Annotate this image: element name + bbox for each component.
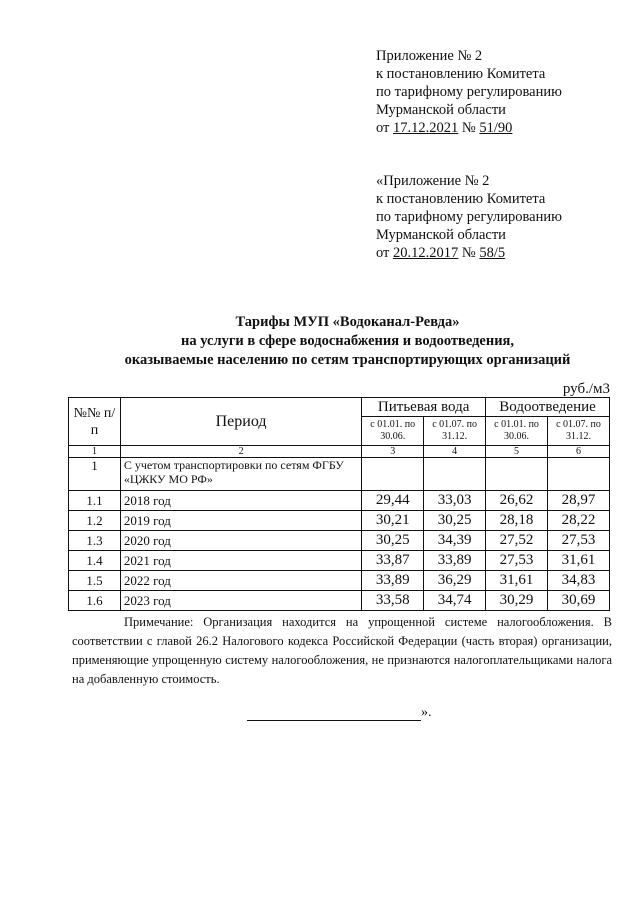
resolution-date: 20.12.2017: [393, 245, 459, 261]
row-number: 1.1: [69, 491, 121, 511]
column-index: 5: [486, 446, 548, 458]
appendix-line: Мурманской области: [376, 227, 506, 243]
row-period: 2020 год: [120, 531, 361, 551]
row-period: 2021 год: [120, 551, 361, 571]
sewer-h1-value: 31,61: [486, 571, 548, 591]
empty-cell: [362, 458, 424, 491]
column-index: 4: [424, 446, 486, 458]
table-row: [69, 531, 610, 551]
row-number: 1.3: [69, 531, 121, 551]
column-header-number: №№ п/п: [69, 398, 121, 446]
sewer-h1-value: 26,62: [486, 491, 548, 511]
water-h2-value: 34,74: [424, 591, 486, 611]
table-row: [69, 491, 610, 511]
water-h2-value: 30,25: [424, 511, 486, 531]
column-group-sewerage: Водоотведение: [486, 398, 610, 417]
date-prefix: от: [376, 245, 394, 261]
empty-cell: [486, 458, 548, 491]
tariff-table: [68, 397, 610, 611]
row-number: 1: [69, 458, 121, 491]
resolution-number: 51/90: [479, 120, 513, 136]
row-period: 2018 год: [120, 491, 361, 511]
title-line: на услуги в сфере водоснабжения и водоотведения,: [180, 333, 515, 349]
column-index: 2: [120, 446, 361, 458]
title-line: оказываемые населению по сетям транспортирующих организаций: [124, 352, 571, 368]
appendix-line: к постановлению Комитета: [376, 66, 546, 82]
column-index-row: [69, 446, 610, 458]
sewer-h1-value: 27,53: [486, 551, 548, 571]
resolution-number: 58/5: [479, 245, 506, 261]
appendix-reference-new: [376, 47, 562, 137]
note-block: [72, 613, 612, 689]
water-h2-value: 34,39: [424, 531, 486, 551]
column-index: 1: [69, 446, 121, 458]
sewer-h1-value: 28,18: [486, 511, 548, 531]
table-row: [69, 571, 610, 591]
water-h1-value: 29,44: [362, 491, 424, 511]
appendix-line: по тарифному регулированию: [376, 209, 562, 225]
appendix-line: «Приложение № 2: [376, 173, 490, 189]
sewer-h2-value: 27,53: [548, 531, 610, 551]
row-number: 1.5: [69, 571, 121, 591]
appendix-line: Мурманской области: [376, 102, 506, 118]
subheader-first-half: с 01.01. по 30.06.: [362, 417, 424, 446]
appendix-date-line: [376, 119, 562, 137]
sewer-h1-value: 27,52: [486, 531, 548, 551]
empty-cell: [548, 458, 610, 491]
water-h1-value: 30,25: [362, 531, 424, 551]
section-label: С учетом транспортировки по сетям ФГБУ «ЦЖКУ МО РФ»: [120, 458, 361, 491]
water-h2-value: 33,89: [424, 551, 486, 571]
row-number: 1.2: [69, 511, 121, 531]
water-h2-value: 33,03: [424, 491, 486, 511]
sewer-h2-value: 31,61: [548, 551, 610, 571]
water-h1-value: 33,58: [362, 591, 424, 611]
unit-label: руб./м3: [562, 381, 610, 397]
date-prefix: от: [376, 120, 394, 136]
water-h1-value: 30,21: [362, 511, 424, 531]
closing-line: [247, 705, 432, 721]
document-title: [60, 313, 635, 370]
column-index: 3: [362, 446, 424, 458]
title-line: Тарифы МУП «Водоканал-Ревда»: [235, 314, 460, 330]
sewer-h2-value: 30,69: [548, 591, 610, 611]
subheader-second-half: с 01.07. по 31.12.: [424, 417, 486, 446]
table-row: [69, 591, 610, 611]
appendix-reference-old: [376, 172, 562, 262]
appendix-date-line: [376, 244, 562, 262]
row-period: 2022 год: [120, 571, 361, 591]
column-header-period: Период: [120, 398, 361, 446]
sewer-h2-value: 28,22: [548, 511, 610, 531]
sewer-h1-value: 30,29: [486, 591, 548, 611]
appendix-line: по тарифному регулированию: [376, 84, 562, 100]
empty-cell: [424, 458, 486, 491]
appendix-line: Приложение № 2: [376, 48, 483, 64]
row-period: 2019 год: [120, 511, 361, 531]
row-number: 1.4: [69, 551, 121, 571]
subheader-second-half: с 01.07. по 31.12.: [548, 417, 610, 446]
number-prefix: №: [458, 120, 480, 136]
table-row: [69, 511, 610, 531]
signature-underline: [247, 706, 421, 721]
water-h2-value: 36,29: [424, 571, 486, 591]
table-row: [69, 551, 610, 571]
section-row: [69, 458, 610, 491]
number-prefix: №: [458, 245, 480, 261]
sewer-h2-value: 28,97: [548, 491, 610, 511]
closing-quote: ».: [421, 705, 432, 720]
subheader-first-half: с 01.01. по 30.06.: [486, 417, 548, 446]
sewer-h2-value: 34,83: [548, 571, 610, 591]
column-group-drinking-water: Питьевая вода: [362, 398, 486, 417]
row-number: 1.6: [69, 591, 121, 611]
column-index: 6: [548, 446, 610, 458]
appendix-line: к постановлению Комитета: [376, 191, 546, 207]
resolution-date: 17.12.2021: [393, 120, 459, 136]
water-h1-value: 33,87: [362, 551, 424, 571]
row-period: 2023 год: [120, 591, 361, 611]
water-h1-value: 33,89: [362, 571, 424, 591]
note-text: Примечание: Организация находится на упрощенной системе налогообложения. В соответствии с главой 26.2 Налогового кодекса Российской Федерации (часть вторая) организации, применяющие упрощенную систему налогообложения, не признаются налогоплательщиками налога на добавленную стоимость.: [72, 615, 612, 686]
